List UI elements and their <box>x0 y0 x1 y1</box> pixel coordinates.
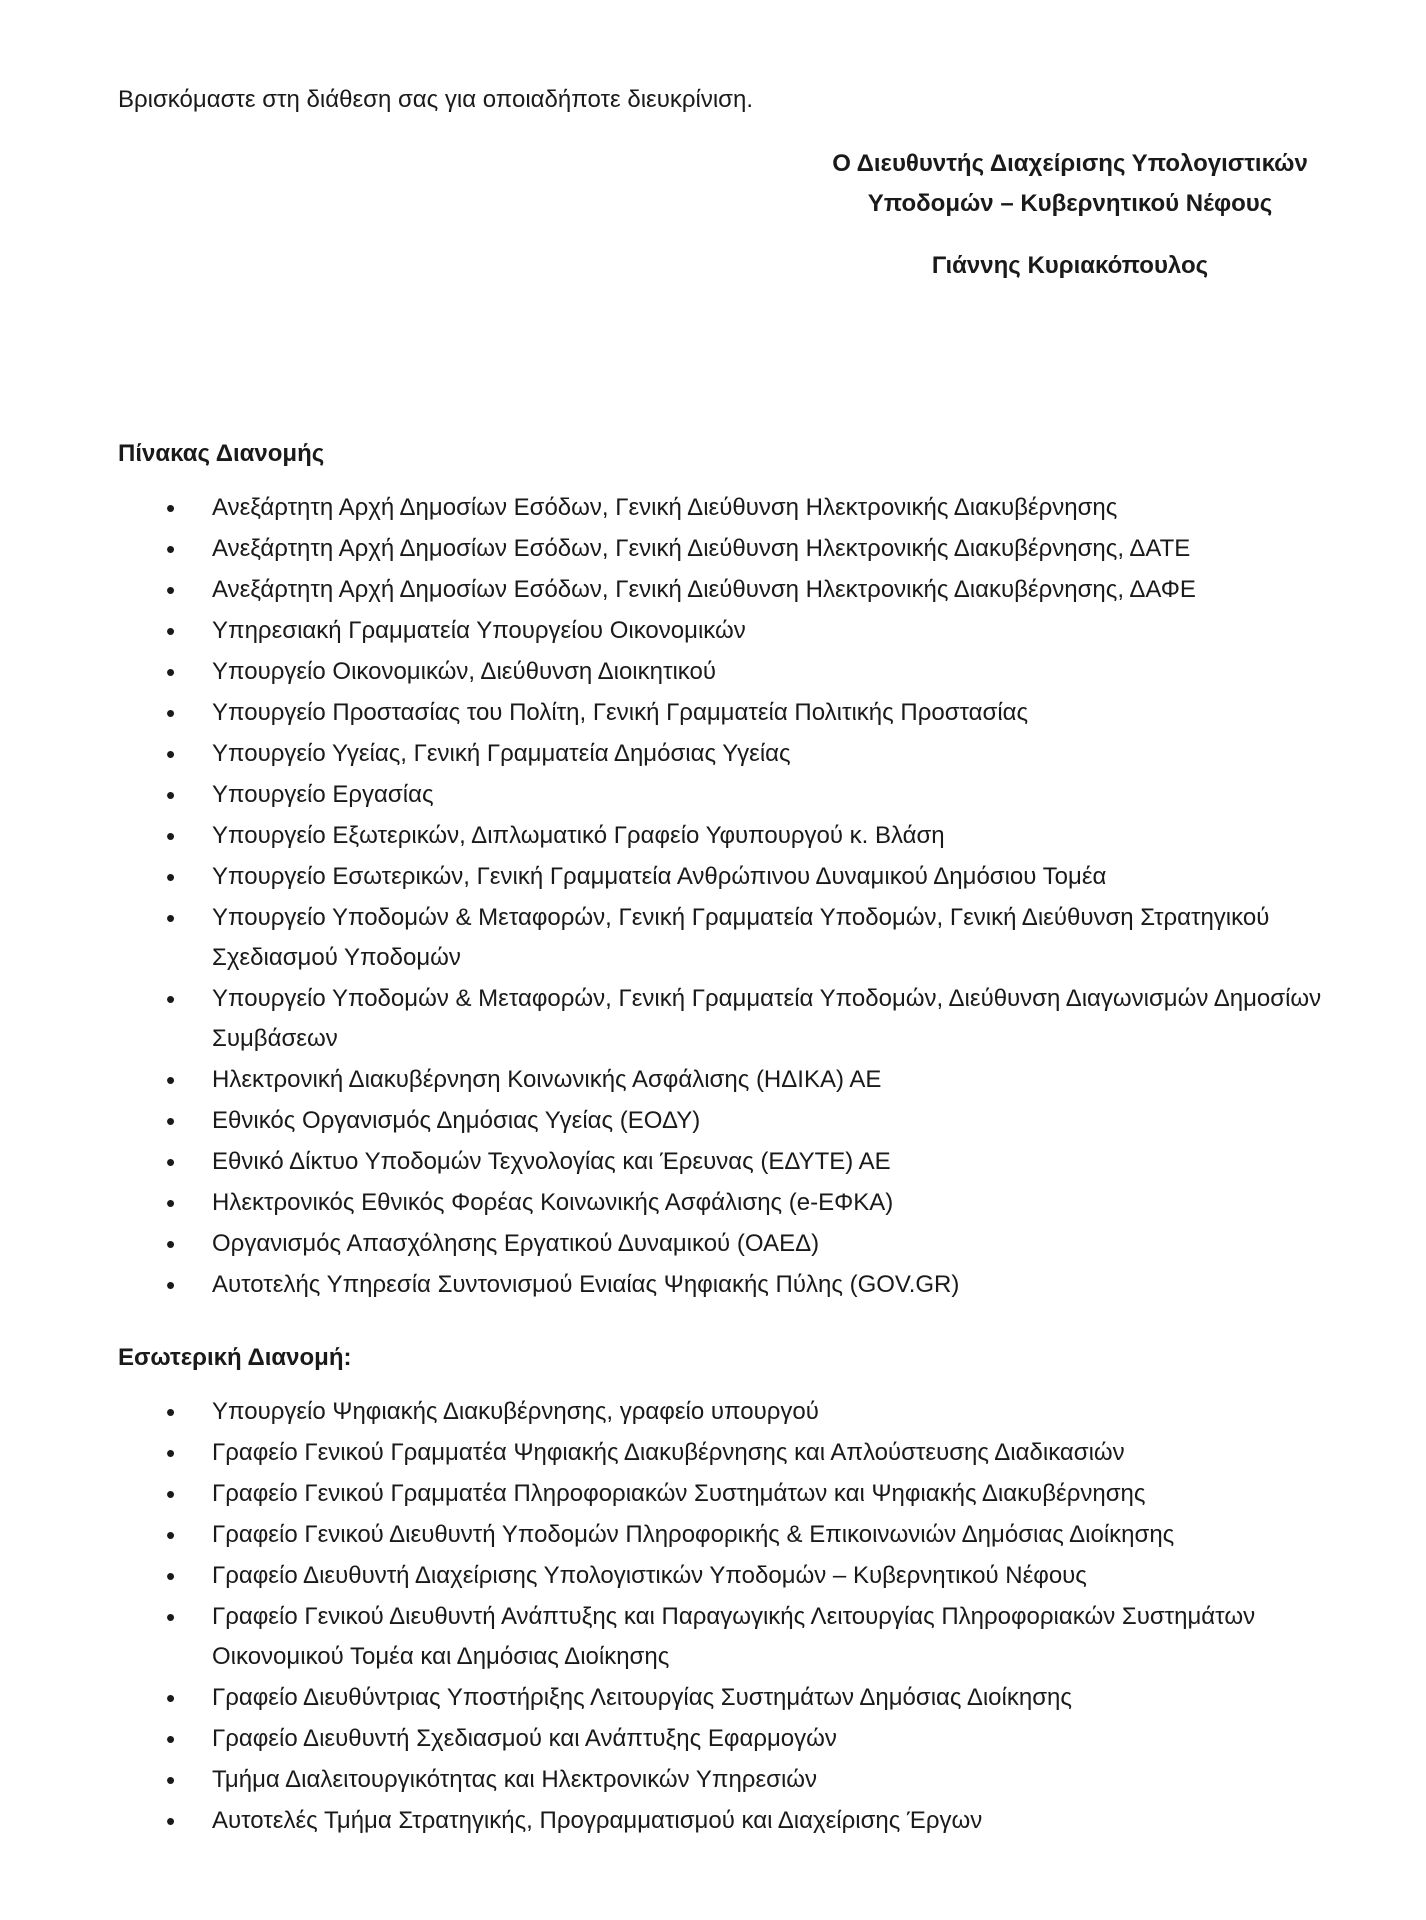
internal-list-item: • Αυτοτελές Τμήμα Στρατηγικής, Προγραμματισμού και Διαχείρισης Έργων <box>0 1801 1426 1841</box>
signature-block <box>780 144 1360 286</box>
internal-list-item: • Γραφείο Γενικού Διευθυντή Υποδομών Πληροφορικής & Επικοινωνιών Δημόσιας Διοίκησης <box>0 1515 1426 1555</box>
distribution-list-item: • Υπουργείο Εξωτερικών, Διπλωματικό Γραφείο Υφυπουργού κ. Βλάση <box>0 816 1426 856</box>
internal-list-item: • Γραφείο Γενικού Γραμματέα Ψηφιακής Διακυβέρνησης και Απλούστευσης Διαδικασιών <box>0 1433 1426 1473</box>
distribution-list-item: • Υπουργείο Υγείας, Γενική Γραμματεία Δημόσιας Υγείας <box>0 734 1426 774</box>
distribution-heading: Πίνακας Διανομής <box>118 440 325 467</box>
signature-title-line-2: Υποδομών – Κυβερνητικού Νέφους <box>867 190 1273 217</box>
internal-list-item: • Υπουργείο Ψηφιακής Διακυβέρνησης, γραφείο υπουργού <box>0 1392 1426 1432</box>
distribution-list <box>0 488 1426 1306</box>
internal-list-item: • Γραφείο Διευθύντριας Υποστήριξης Λειτουργίας Συστημάτων Δημόσιας Διοίκησης <box>0 1678 1426 1718</box>
distribution-list-item: • Υπουργείο Υποδομών & Μεταφορών, Γενική Γραμματεία Υποδομών, Διεύθυνση Διαγωνισμών Δημοσίων Συμβάσεων <box>0 979 1426 1059</box>
distribution-list-item: • Υπουργείο Εσωτερικών, Γενική Γραμματεία Ανθρώπινου Δυναμικού Δημόσιου Τομέα <box>0 857 1426 897</box>
internal-list-item: • Γραφείο Γενικού Διευθυντή Ανάπτυξης και Παραγωγικής Λειτουργίας Πληροφοριακών Συστημάτων Οικονομικού Τομέα και Δημόσιας Διοίκησης <box>0 1597 1426 1677</box>
distribution-list-item: • Ηλεκτρονική Διακυβέρνηση Κοινωνικής Ασφάλισης (ΗΔΙΚΑ) ΑΕ <box>0 1060 1426 1100</box>
internal-list-item: • Γραφείο Γενικού Γραμματέα Πληροφοριακών Συστημάτων και Ψηφιακής Διακυβέρνησης <box>0 1474 1426 1514</box>
distribution-list-item: • Εθνικός Οργανισμός Δημόσιας Υγείας (ΕΟΔΥ) <box>0 1101 1426 1141</box>
intro-paragraph: Βρισκόμαστε στη διάθεση σας για οποιαδήποτε διευκρίνιση. <box>118 86 753 113</box>
internal-list-item: • Γραφείο Διευθυντή Σχεδιασμού και Ανάπτυξης Εφαρμογών <box>0 1719 1426 1759</box>
distribution-list-item: • Ανεξάρτητη Αρχή Δημοσίων Εσόδων, Γενική Διεύθυνση Ηλεκτρονικής Διακυβέρνησης, ΔΑΤΕ <box>0 529 1426 569</box>
distribution-list-item: • Υπουργείο Υποδομών & Μεταφορών, Γενική Γραμματεία Υποδομών, Γενική Διεύθυνση Στρατηγικού Σχεδιασμού Υποδομών <box>0 898 1426 978</box>
distribution-list-item: • Ανεξάρτητη Αρχή Δημοσίων Εσόδων, Γενική Διεύθυνση Ηλεκτρονικής Διακυβέρνησης <box>0 488 1426 528</box>
signature-title-line-1: Ο Διευθυντής Διαχείρισης Υπολογιστικών <box>832 150 1308 177</box>
distribution-list-item: • Υπουργείο Εργασίας <box>0 775 1426 815</box>
distribution-list-item: • Ανεξάρτητη Αρχή Δημοσίων Εσόδων, Γενική Διεύθυνση Ηλεκτρονικής Διακυβέρνησης, ΔΑΦΕ <box>0 570 1426 610</box>
internal-list-item: • Τμήμα Διαλειτουργικότητας και Ηλεκτρονικών Υπηρεσιών <box>0 1760 1426 1800</box>
internal-distribution-list <box>0 1392 1426 1842</box>
signature-name: Γιάννης Κυριακόπουλος <box>931 252 1209 279</box>
distribution-list-item: • Υπηρεσιακή Γραμματεία Υπουργείου Οικονομικών <box>0 611 1426 651</box>
internal-distribution-heading: Εσωτερική Διανομή: <box>118 1344 352 1371</box>
distribution-list-item: • Υπουργείο Προστασίας του Πολίτη, Γενική Γραμματεία Πολιτικής Προστασίας <box>0 693 1426 733</box>
distribution-list-item: • Ηλεκτρονικός Εθνικός Φορέας Κοινωνικής Ασφάλισης (e-ΕΦΚΑ) <box>0 1183 1426 1223</box>
distribution-list-item: • Οργανισμός Απασχόλησης Εργατικού Δυναμικού (ΟΑΕΔ) <box>0 1224 1426 1264</box>
distribution-list-item: • Εθνικό Δίκτυο Υποδομών Τεχνολογίας και Έρευνας (ΕΔΥΤΕ) ΑΕ <box>0 1142 1426 1182</box>
distribution-list-item: • Υπουργείο Οικονομικών, Διεύθυνση Διοικητικού <box>0 652 1426 692</box>
distribution-list-item: • Αυτοτελής Υπηρεσία Συντονισμού Ενιαίας Ψηφιακής Πύλης (GOV.GR) <box>0 1265 1426 1305</box>
internal-list-item: • Γραφείο Διευθυντή Διαχείρισης Υπολογιστικών Υποδομών – Κυβερνητικού Νέφους <box>0 1556 1426 1596</box>
